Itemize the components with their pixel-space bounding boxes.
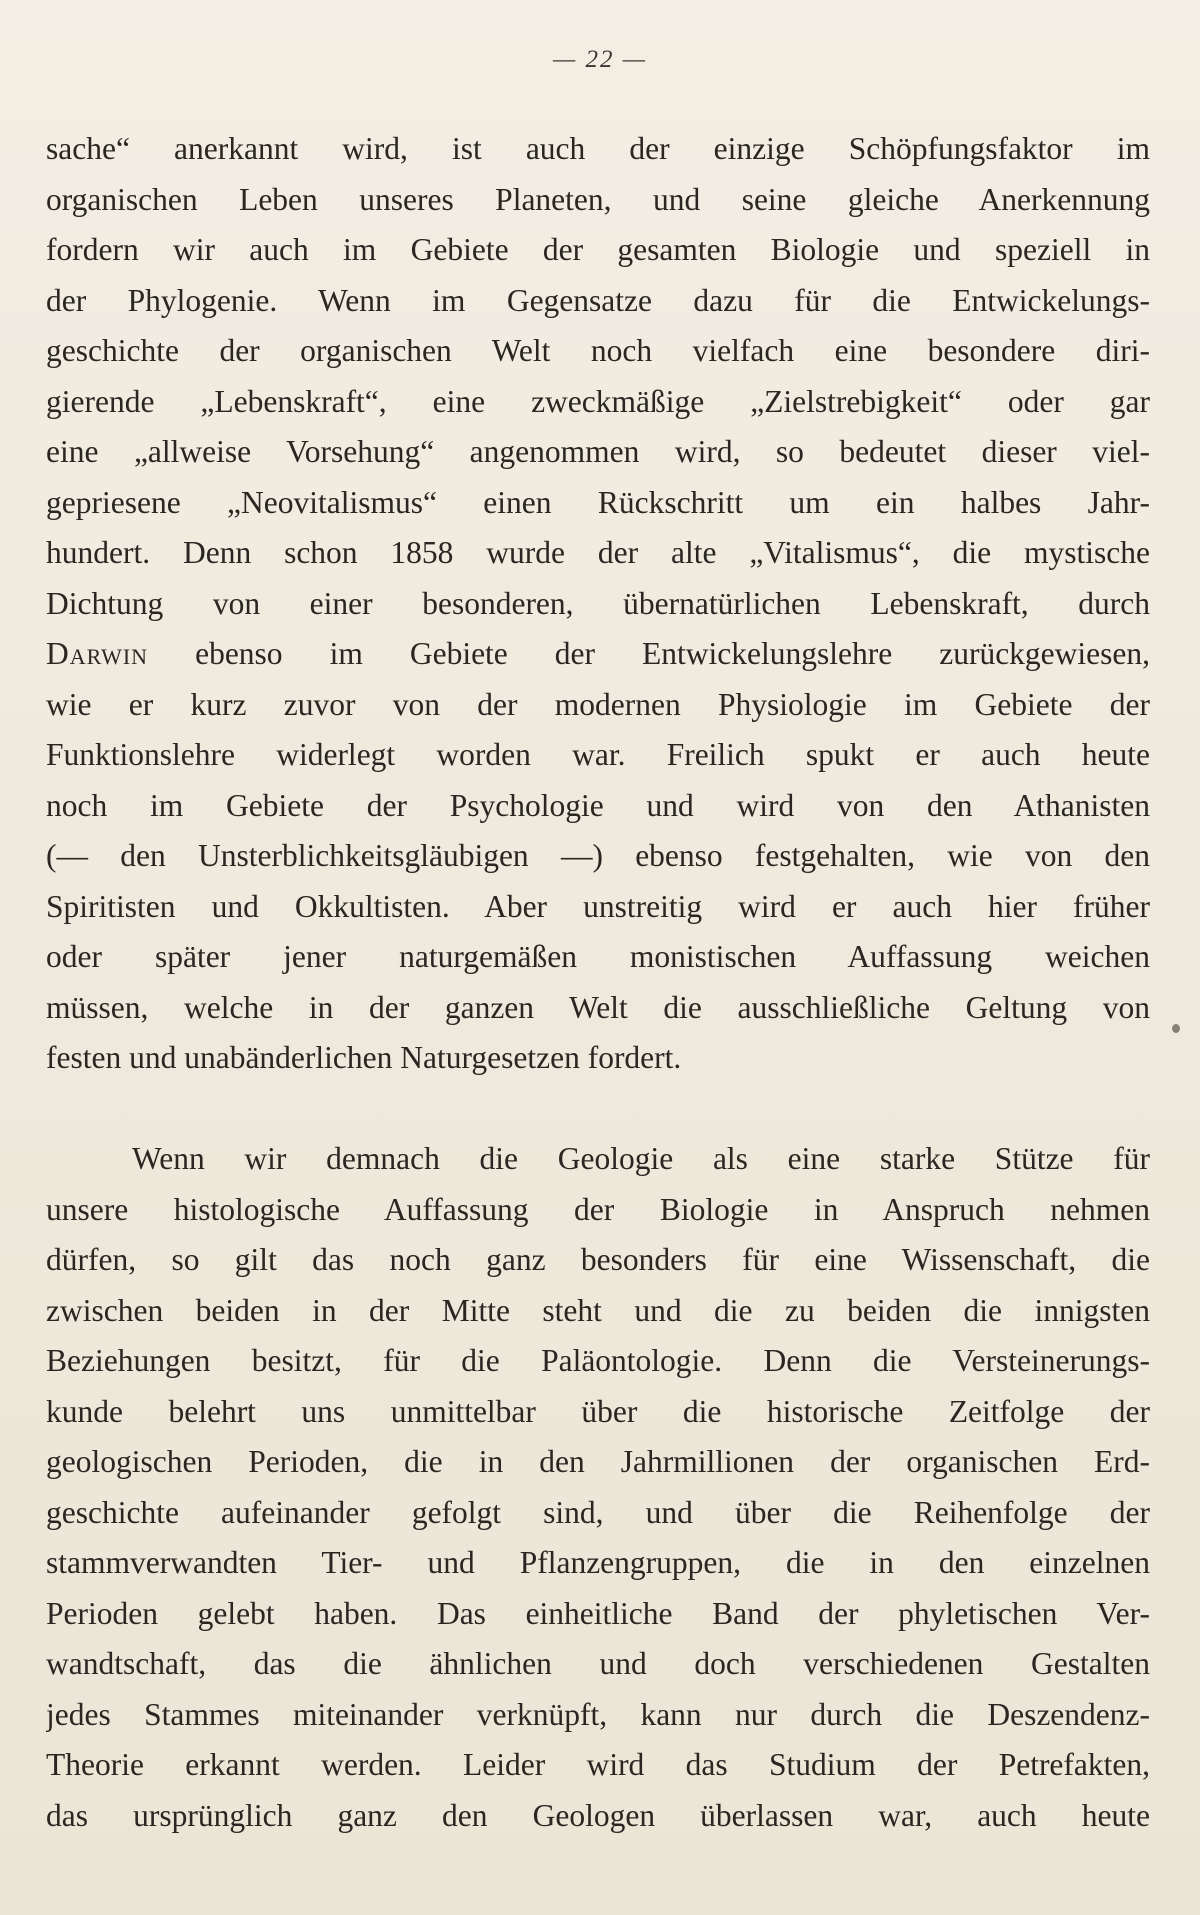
text-line: fordern wir auch im Gebiete der gesamten Biologie und speziell in xyxy=(46,232,1150,267)
text-line: wie er kurz zuvor von der modernen Physiologie im Gebiete der xyxy=(46,686,1150,722)
text-line: das ursprünglich ganz den Geologen überlassen war, auch heute xyxy=(46,1797,1150,1833)
text-line: geologischen Perioden, die in den Jahrmillionen der organischen Erd- xyxy=(46,1444,1150,1479)
text-line: jedes Stammes miteinander verknüpft, kann nur durch die Deszendenz- xyxy=(46,1696,1150,1732)
paragraph-1 xyxy=(46,124,1150,1084)
ink-spot xyxy=(1172,1024,1180,1033)
text-line: geschichte der organischen Welt noch vielfach eine besondere diri- xyxy=(46,333,1150,368)
paragraph-2 xyxy=(46,1134,1150,1841)
text-line: zwischen beiden in der Mitte steht und die zu beiden die innigsten xyxy=(46,1292,1150,1328)
text-line: Spiritisten und Okkultisten. Aber unstreitig wird er auch hier früher xyxy=(46,888,1150,924)
text-line: organischen Leben unseres Planeten, und seine gleiche Anerkennung xyxy=(46,181,1150,217)
text-line: dürfen, so gilt das noch ganz besonders für eine Wissenschaft, die xyxy=(46,1242,1150,1277)
text-line: müssen, welche in der ganzen Welt die ausschließliche Geltung von xyxy=(46,989,1150,1025)
text-line: sache“ anerkannt wird, ist auch der einzige Schöpfungsfaktor im xyxy=(46,131,1150,166)
text-line: der Phylogenie. Wenn im Gegensatze dazu für die Entwickelungs- xyxy=(46,282,1150,318)
text-line: stammverwandten Tier- und Pflanzengruppen, die in den einzelnen xyxy=(46,1545,1150,1580)
text-line: unsere histologische Auffassung der Biologie in Anspruch nehmen xyxy=(46,1191,1150,1227)
text-line: Wenn wir demnach die Geologie als eine starke Stütze für xyxy=(132,1141,1150,1176)
text-line: (— den Unsterblichkeitsgläubigen —) ebenso festgehalten, wie von den xyxy=(46,838,1150,873)
text-line: Dichtung von einer besonderen, übernatürlichen Lebenskraft, durch xyxy=(46,585,1150,621)
text-line: kunde belehrt uns unmittelbar über die historische Zeitfolge der xyxy=(46,1393,1150,1429)
text-line: Darwin ebenso im Gebiete der Entwickelungslehre zurückgewiesen, xyxy=(46,636,1150,671)
page-number: — 22 — xyxy=(553,46,647,73)
text-line: wandtschaft, das die ähnlichen und doch verschiedenen Gestalten xyxy=(46,1646,1150,1681)
text-line: Funktionslehre widerlegt worden war. Freilich spukt er auch heute xyxy=(46,737,1150,772)
text-line: festen und unabänderlichen Naturgesetzen fordert. xyxy=(46,1040,682,1075)
text-line: oder später jener naturgemäßen monistischen Auffassung weichen xyxy=(46,939,1150,974)
text-line: gepriesene „Neovitalismus“ einen Rückschritt um ein halbes Jahr- xyxy=(46,484,1150,520)
text-line: Theorie erkannt werden. Leider wird das Studium der Petrefakten, xyxy=(46,1747,1150,1782)
text-line: gierende „Lebenskraft“, eine zweckmäßige „Zielstrebigkeit“ oder gar xyxy=(46,383,1150,419)
text-line: Beziehungen besitzt, für die Paläontologie. Denn die Versteinerungs- xyxy=(46,1343,1150,1378)
text-line: eine „allweise Vorsehung“ angenommen wird, so bedeutet dieser viel- xyxy=(46,434,1150,469)
text-line: noch im Gebiete der Psychologie und wird von den Athanisten xyxy=(46,787,1150,823)
text-line: Perioden gelebt haben. Das einheitliche Band der phyletischen Ver- xyxy=(46,1595,1150,1631)
text-line: hundert. Denn schon 1858 wurde der alte „Vitalismus“, die mystische xyxy=(46,535,1150,570)
text-line: geschichte aufeinander gefolgt sind, und über die Reihenfolge der xyxy=(46,1494,1150,1530)
